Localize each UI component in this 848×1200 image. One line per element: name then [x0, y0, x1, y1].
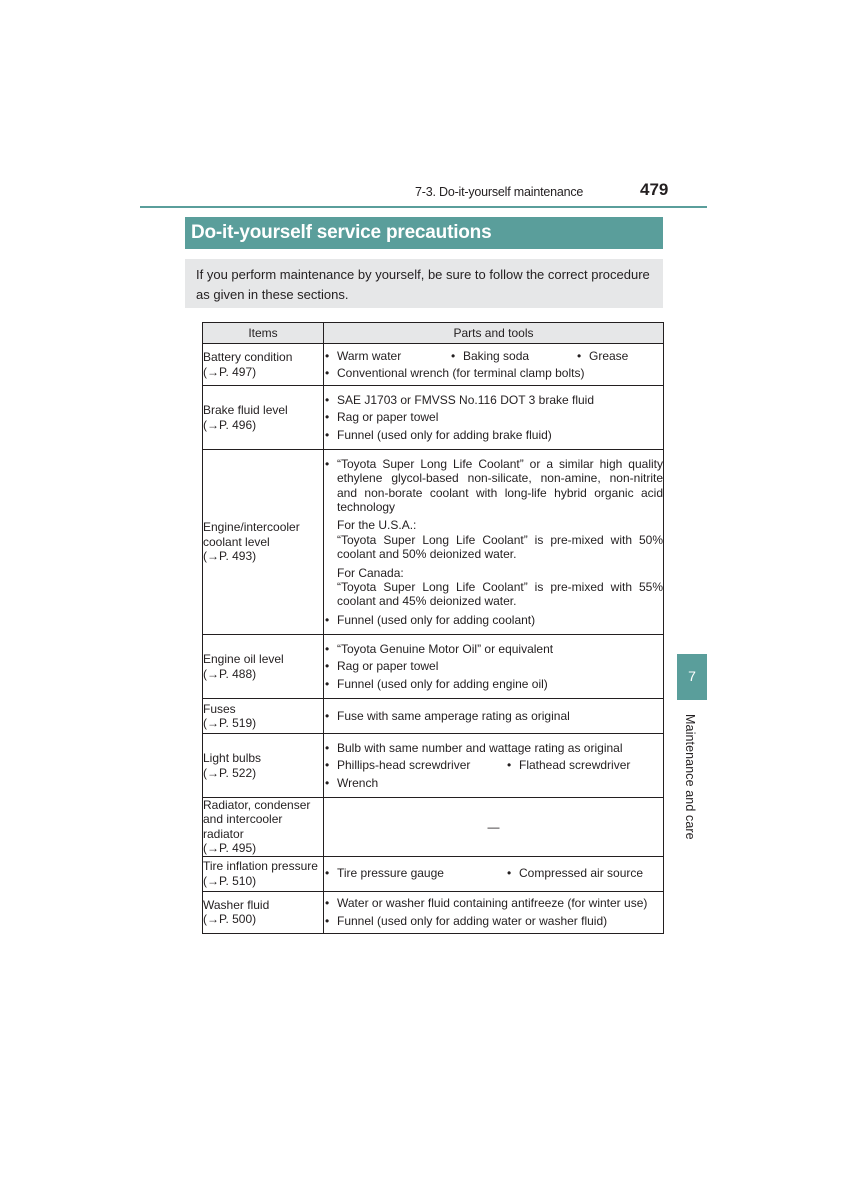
parts-cell [324, 386, 664, 450]
page-reference: (→P. 510) [203, 873, 257, 888]
page-reference: (→P. 493) [203, 549, 257, 564]
parts-cell [324, 856, 664, 891]
item-name: Washer fluid [203, 897, 270, 912]
list-item: • Rag or paper towel [324, 410, 663, 424]
item-cell [203, 386, 324, 450]
column-header-parts: Parts and tools [324, 323, 664, 344]
list-item: • Funnel (used only for adding engine oil) [324, 677, 663, 691]
item-name: Fuses [203, 701, 236, 716]
parts-cell [324, 344, 664, 386]
usa-label: For the U.S.A.: [337, 518, 417, 533]
page-title: Do-it-yourself service precautions [185, 217, 663, 249]
page-reference: (→P. 497) [203, 364, 257, 379]
list-item: • Baking soda [450, 349, 576, 363]
page-number: 479 [640, 180, 669, 199]
list-item: • Warm water [324, 349, 450, 363]
list-item: • Grease [576, 349, 628, 363]
page-reference: (→P. 519) [203, 716, 257, 730]
item-name: Light bulbs [203, 751, 262, 766]
table-row [203, 891, 664, 933]
item-name: Brake fluid level [203, 403, 288, 418]
list-item: • Phillips-head screwdriver [324, 758, 506, 772]
usa-note [324, 518, 663, 561]
list-item: • Funnel (used only for adding coolant) [324, 613, 663, 627]
parts-and-tools-table [202, 322, 664, 934]
parts-cell [324, 635, 664, 699]
table-row [203, 699, 664, 734]
page-reference: (→P. 500) [203, 912, 257, 927]
item-cell [203, 891, 324, 933]
parts-cell [324, 798, 664, 857]
page-reference: (→P. 495) [203, 841, 257, 856]
page-reference: (→P. 522) [203, 765, 257, 780]
table-header-row [203, 323, 664, 344]
list-item: • “Toyota Super Long Life Coolant” or a similar high quality ethylene glycol-based non-silicate, non-amine, non-nitrite and non-borate coolant with long-life hybrid organic acid technology [324, 457, 663, 515]
parts-cell [324, 891, 664, 933]
list-item: • Funnel (used only for adding water or washer fluid) [324, 914, 663, 928]
canada-text: “Toyota Super Long Life Coolant” is pre-mixed with 55% coolant and 45% deionized water. [337, 580, 663, 609]
parts-cell [324, 450, 664, 635]
item-cell [203, 344, 324, 386]
table-row [203, 386, 664, 450]
item-name: Engine oil level [203, 652, 284, 667]
page-reference: (→P. 496) [203, 417, 257, 432]
table-row [203, 856, 664, 891]
list-item: • Compressed air source [506, 866, 643, 880]
section-heading: 7-3. Do-it-yourself maintenance [415, 185, 584, 199]
list-item: • Tire pressure gauge [324, 866, 506, 880]
item-name: Battery condition [203, 350, 293, 365]
table-row [203, 450, 664, 635]
usa-text: “Toyota Super Long Life Coolant” is pre-mixed with 50% coolant and 50% deionized water. [337, 532, 663, 562]
list-item: • SAE J1703 or FMVSS No.116 DOT 3 brake fluid [324, 393, 663, 407]
list-item: • Water or washer fluid containing antifreeze (for winter use) [324, 896, 663, 910]
item-name: Radiator, condenser and intercooler radiator [203, 798, 311, 841]
table-row [203, 344, 664, 386]
header-divider [140, 206, 707, 208]
list-item: • “Toyota Genuine Motor Oil” or equivalent [324, 642, 663, 656]
table-row [203, 798, 664, 857]
item-cell [203, 798, 324, 857]
page-reference: (→P. 488) [203, 666, 257, 681]
item-cell [203, 635, 324, 699]
list-item: • Fuse with same amperage rating as original [324, 709, 663, 723]
chapter-label: Maintenance and care [683, 714, 697, 840]
list-item: • Funnel (used only for adding brake fluid) [324, 428, 663, 442]
item-cell [203, 699, 324, 734]
item-cell [203, 856, 324, 891]
list-item: • Conventional wrench (for terminal clamp bolts) [324, 366, 663, 380]
list-item: • Rag or paper towel [324, 659, 663, 673]
intro-note: If you perform maintenance by yourself, be sure to follow the correct procedure as given in these sections. [185, 259, 663, 308]
column-header-items: Items [203, 323, 324, 344]
table-row [203, 635, 664, 699]
list-item: • Flathead screwdriver [506, 758, 630, 772]
chapter-tab: 7 [677, 654, 707, 700]
list-item: • Bulb with same number and wattage rating as original [324, 741, 663, 755]
parts-cell [324, 699, 664, 734]
table-row [203, 734, 664, 798]
parts-cell [324, 734, 664, 798]
item-name: Tire inflation pressure [203, 859, 318, 874]
item-cell [203, 734, 324, 798]
empty-dash: — [487, 819, 500, 834]
canada-note [324, 566, 663, 609]
list-item: • Wrench [324, 776, 663, 790]
item-name: Engine/intercooler coolant level [203, 520, 300, 549]
canada-label: For Canada: [337, 565, 404, 580]
item-cell [203, 450, 324, 635]
